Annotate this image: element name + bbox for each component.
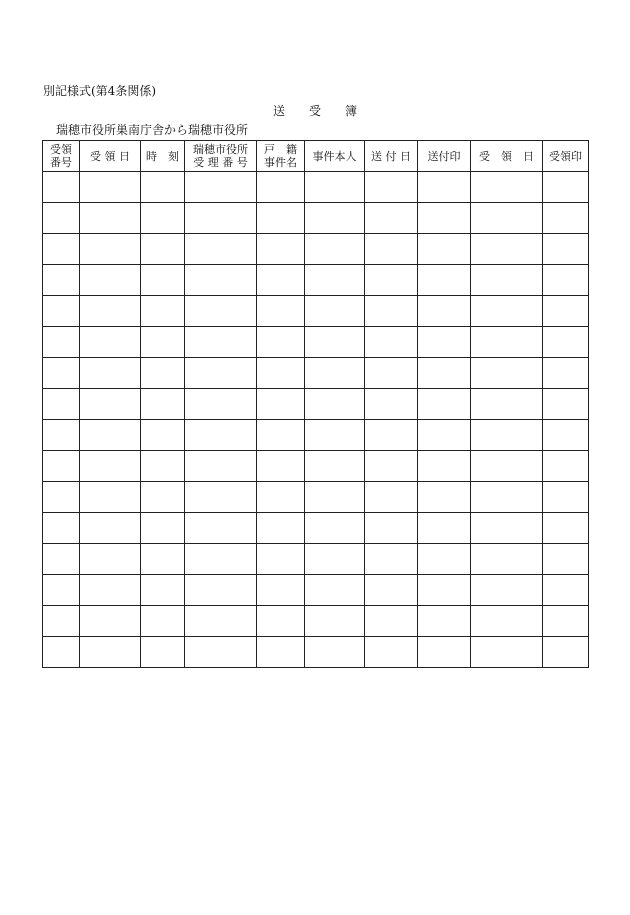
column-header-receipt-number: 受領 番号: [43, 141, 80, 172]
table-cell: [365, 265, 418, 296]
table-cell: [418, 606, 471, 637]
table-cell: [365, 203, 418, 234]
table-cell: [418, 296, 471, 327]
table-cell: [141, 265, 185, 296]
table-cell: [43, 606, 80, 637]
table-cell: [365, 234, 418, 265]
table-cell: [185, 420, 257, 451]
table-row: [43, 637, 589, 668]
route-label: 瑞穂市役所巣南庁舎から瑞穂市役所: [56, 123, 249, 137]
table-cell: [43, 327, 80, 358]
table-cell: [543, 575, 589, 606]
table-row: [43, 544, 589, 575]
table-cell: [305, 606, 365, 637]
table-cell: [185, 389, 257, 420]
table-cell: [257, 544, 305, 575]
table-cell: [257, 637, 305, 668]
table-cell: [365, 575, 418, 606]
transfer-ledger-table: [42, 140, 589, 668]
table-cell: [418, 203, 471, 234]
table-cell: [365, 606, 418, 637]
column-header-receipt-date: 受 領 日: [80, 141, 141, 172]
table-cell: [543, 544, 589, 575]
table-cell: [471, 420, 543, 451]
table-cell: [80, 606, 141, 637]
table-cell: [418, 482, 471, 513]
column-header-person-concerned: 事件本人: [305, 141, 365, 172]
table-cell: [365, 482, 418, 513]
table-cell: [305, 513, 365, 544]
column-header-receipt-seal: 受領印: [543, 141, 589, 172]
table-cell: [471, 513, 543, 544]
form-reference: 別記様式(第4条関係): [43, 84, 156, 98]
table-cell: [305, 451, 365, 482]
table-cell: [543, 606, 589, 637]
table-cell: [141, 358, 185, 389]
table-row: [43, 451, 589, 482]
table-cell: [471, 296, 543, 327]
table-cell: [418, 513, 471, 544]
table-cell: [543, 513, 589, 544]
table-cell: [80, 327, 141, 358]
table-cell: [185, 482, 257, 513]
table-cell: [471, 389, 543, 420]
table-cell: [185, 265, 257, 296]
table-cell: [471, 606, 543, 637]
table-cell: [257, 203, 305, 234]
table-cell: [471, 172, 543, 203]
table-cell: [543, 637, 589, 668]
table-cell: [305, 203, 365, 234]
table-cell: [80, 575, 141, 606]
column-header-family-register-case: 戸 籍 事件名: [257, 141, 305, 172]
table-cell: [141, 606, 185, 637]
table-cell: [365, 513, 418, 544]
table-cell: [305, 265, 365, 296]
table-cell: [365, 172, 418, 203]
table-cell: [185, 203, 257, 234]
table-cell: [257, 234, 305, 265]
table-cell: [305, 358, 365, 389]
table-cell: [141, 389, 185, 420]
ledger-body: [43, 172, 589, 668]
table-cell: [365, 544, 418, 575]
table-cell: [43, 203, 80, 234]
table-row: [43, 482, 589, 513]
table-cell: [43, 575, 80, 606]
table-cell: [257, 482, 305, 513]
table-cell: [471, 327, 543, 358]
table-cell: [365, 637, 418, 668]
column-header-send-seal: 送付印: [418, 141, 471, 172]
table-cell: [257, 451, 305, 482]
table-cell: [185, 637, 257, 668]
table-cell: [80, 234, 141, 265]
table-cell: [543, 389, 589, 420]
table-cell: [365, 389, 418, 420]
table-cell: [80, 296, 141, 327]
table-cell: [80, 203, 141, 234]
table-cell: [257, 606, 305, 637]
table-cell: [80, 358, 141, 389]
table-cell: [365, 327, 418, 358]
table-cell: [80, 451, 141, 482]
table-cell: [141, 637, 185, 668]
table-cell: [257, 513, 305, 544]
table-cell: [43, 358, 80, 389]
table-cell: [418, 265, 471, 296]
table-cell: [141, 544, 185, 575]
table-cell: [305, 482, 365, 513]
table-cell: [43, 296, 80, 327]
table-row: [43, 234, 589, 265]
column-header-city-office-acceptance-number: 瑞穂市役所 受 理 番 号: [185, 141, 257, 172]
table-row: [43, 389, 589, 420]
table-cell: [471, 575, 543, 606]
table-cell: [305, 389, 365, 420]
table-cell: [141, 172, 185, 203]
table-cell: [543, 172, 589, 203]
table-cell: [43, 389, 80, 420]
table-row: [43, 296, 589, 327]
table-row: [43, 265, 589, 296]
table-row: [43, 327, 589, 358]
table-row: [43, 575, 589, 606]
column-header-receipt-date-2: 受 領 日: [471, 141, 543, 172]
table-row: [43, 420, 589, 451]
table-cell: [257, 327, 305, 358]
table-cell: [365, 358, 418, 389]
table-cell: [80, 389, 141, 420]
table-cell: [141, 296, 185, 327]
header-row: [43, 141, 589, 172]
table-cell: [418, 358, 471, 389]
table-cell: [305, 575, 365, 606]
table-cell: [80, 482, 141, 513]
table-cell: [543, 358, 589, 389]
table-cell: [543, 296, 589, 327]
table-cell: [471, 358, 543, 389]
table-cell: [365, 296, 418, 327]
table-cell: [185, 544, 257, 575]
table-cell: [141, 327, 185, 358]
table-cell: [418, 420, 471, 451]
table-cell: [305, 327, 365, 358]
table-cell: [43, 451, 80, 482]
table-row: [43, 606, 589, 637]
table-cell: [418, 327, 471, 358]
table-cell: [141, 451, 185, 482]
table-row: [43, 358, 589, 389]
table-cell: [141, 234, 185, 265]
table-cell: [141, 203, 185, 234]
table-cell: [185, 327, 257, 358]
table-cell: [471, 203, 543, 234]
table-cell: [418, 389, 471, 420]
table-cell: [418, 172, 471, 203]
table-cell: [418, 451, 471, 482]
table-cell: [43, 482, 80, 513]
table-cell: [471, 451, 543, 482]
table-cell: [43, 265, 80, 296]
table-cell: [43, 637, 80, 668]
table-cell: [257, 389, 305, 420]
table-cell: [80, 637, 141, 668]
table-cell: [257, 296, 305, 327]
table-cell: [305, 296, 365, 327]
table-cell: [418, 234, 471, 265]
document-title: 送 受 簿: [272, 104, 357, 118]
table-cell: [257, 172, 305, 203]
table-cell: [305, 544, 365, 575]
table-cell: [185, 358, 257, 389]
table-cell: [80, 544, 141, 575]
table-cell: [185, 606, 257, 637]
table-cell: [543, 451, 589, 482]
table-cell: [365, 420, 418, 451]
table-cell: [418, 575, 471, 606]
table-cell: [80, 265, 141, 296]
table-cell: [185, 234, 257, 265]
table-cell: [141, 575, 185, 606]
table-cell: [471, 265, 543, 296]
table-cell: [543, 420, 589, 451]
table-cell: [543, 203, 589, 234]
table-cell: [43, 172, 80, 203]
table-cell: [543, 234, 589, 265]
table-cell: [80, 172, 141, 203]
table-cell: [543, 327, 589, 358]
table-cell: [141, 513, 185, 544]
table-cell: [305, 637, 365, 668]
table-cell: [305, 234, 365, 265]
table-cell: [185, 513, 257, 544]
table-row: [43, 172, 589, 203]
table-cell: [257, 420, 305, 451]
table-row: [43, 513, 589, 544]
table-cell: [471, 482, 543, 513]
table-cell: [141, 482, 185, 513]
table-cell: [43, 420, 80, 451]
table-cell: [43, 544, 80, 575]
table-cell: [185, 451, 257, 482]
table-cell: [471, 544, 543, 575]
table-cell: [365, 451, 418, 482]
table-cell: [305, 172, 365, 203]
table-cell: [418, 637, 471, 668]
table-cell: [305, 420, 365, 451]
table-cell: [543, 482, 589, 513]
table-cell: [257, 575, 305, 606]
table-cell: [185, 296, 257, 327]
table-cell: [257, 358, 305, 389]
table-cell: [185, 172, 257, 203]
table-cell: [141, 420, 185, 451]
column-header-time: 時 刻: [141, 141, 185, 172]
table-cell: [418, 544, 471, 575]
table-cell: [43, 513, 80, 544]
table-row: [43, 203, 589, 234]
table-cell: [471, 637, 543, 668]
table-cell: [471, 234, 543, 265]
table-cell: [257, 265, 305, 296]
table-cell: [185, 575, 257, 606]
table-cell: [43, 234, 80, 265]
table-cell: [80, 420, 141, 451]
column-header-send-date: 送 付 日: [365, 141, 418, 172]
table-cell: [543, 265, 589, 296]
table-cell: [80, 513, 141, 544]
